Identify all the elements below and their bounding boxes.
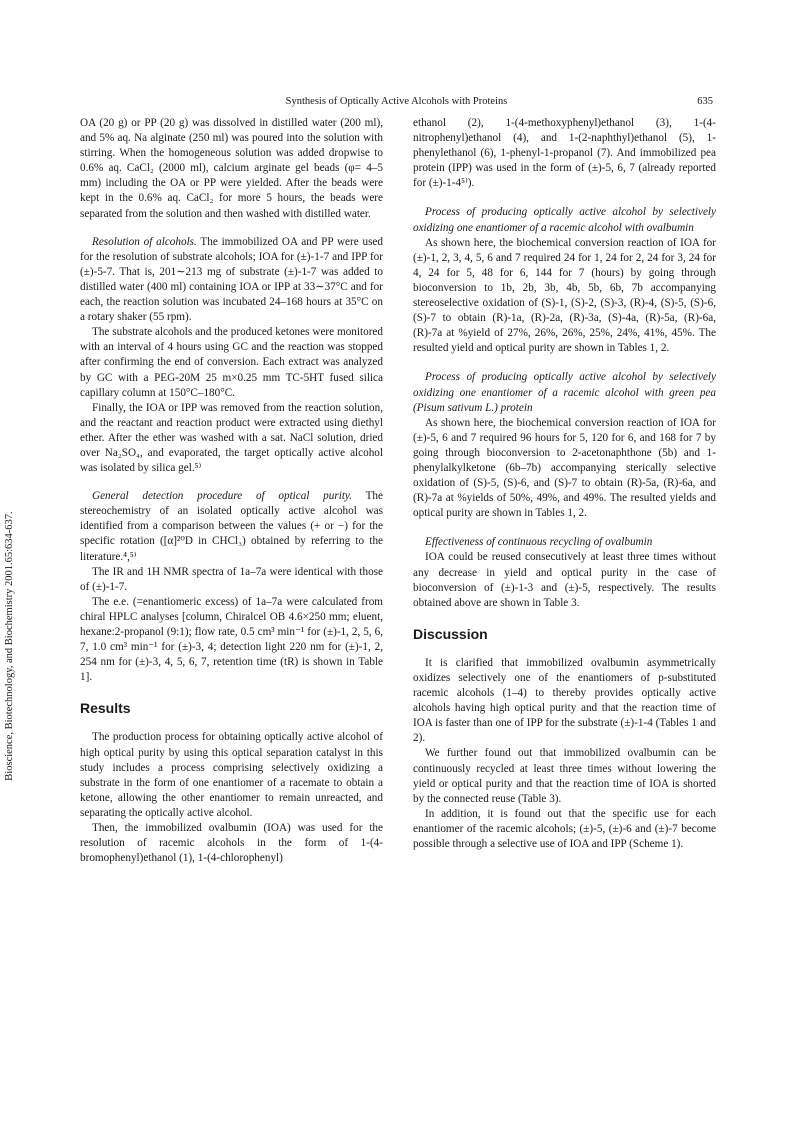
paragraph-finally: Finally, the IOA or IPP was removed from the reaction solution, and the reactant and reaction product were extracted using diethyl ether. After the ether was washed with a sat. NaCl solution, dried over Na₂SO₄, and evaporated, the target optically active alcohol was isolated by silica gel.⁵⁾ (80, 401, 383, 475)
paragraph-results-1: The production process for obtaining optically active alcohol of high optical purity by using this optical separation catalyst in this study includes a process comprising selectively oxidizing a substrate in the form of one enantiomer of a racemate to obtain a ketone, allowing the other enantiomer to remain unreacted, and separating the optically active alcohol. (80, 731, 383, 819)
paragraph-discussion-3: In addition, it is found out that the specific use for each enantiomer of the racemic alcohols; (±)-5, (±)-6 and (±)-7 become possible through a selective use of IOA and IPP (Scheme 1). (413, 807, 716, 851)
paragraph-ovalbumin: As shown here, the biochemical conversion reaction of IOA for (±)-1, 2, 3, 4, 5, 6 and 7 required 24 for 1, 24 for 2, 24 for 3, 24 for 4, 24 for 5, 48 for 6, 144 for 7 (hours) by going through bioconversion to 1b, 2b, 3b, 4b, 5b, 6b, 7b accompanying stereoselective oxidation of (S)-1, (S)-2, (S)-3, (R)-4, (S)-5, (S)-6, (S)-7 to obtain (R)-1a, (R)-2a, (R)-3a, (S)-4a, (R)-5a, (R)-6a, (R)-7a at %yield of 27%, 26%, 26%, 25%, 24%, 41%, 45%. The resulted yield and optical purity are shown in Tables 1, 2. (413, 236, 716, 355)
paragraph-detection (80, 489, 383, 564)
paragraph-beads: OA (20 g) or PP (20 g) was dissolved in distilled water (200 ml), and 5% aq. Na alginate (250 ml) was poured into the solution with stirring. When the homogeneous solution was added dropwise to 0.6% aq. CaCl₂ (2000 ml), calcium arginate gel beads (φ= 4–5 mm) including the OA or PP were yielded. After the beads were kept in the 0.6% aq. CaCl₂ for more 5 hours, the beads were separated from the solution and then washed with distilled water. (80, 117, 383, 220)
subheading-recycling: Effectiveness of continuous recycling of ovalbumin (425, 536, 653, 549)
paragraph-discussion-1: It is clarified that immobilized ovalbumin asymmetrically oxidizes selectively one of the enantiomers of p-substituted racemic alcohols (1–4) to thereby provides optically active alcohols having high optical purity and that the reaction time of IOA is faster than one of IPP for the substrate (±)-1-4 (Tables 1 and 2). (413, 656, 716, 745)
run-in-heading-resolution: Resolution of alcohols. (92, 235, 197, 248)
right-column (413, 116, 716, 852)
side-citation: Bioscience, Biotechnology, and Biochemistry 2001.65:634-637. (4, 511, 15, 781)
resolution-text: The immobilized OA and PP were used for the resolution of substrate alcohols; IOA for (±)-1-7 and IPP for (±)-5-7. That is, 201∼213 mg of substrate (±)-1-7 was added to distilled water (400 ml) containing IOA or IPP at 33∼37°C and for each, the reaction solution was incubated 24–168 hours at 35°C on a rotary shaker (55 rpm). (80, 235, 383, 324)
paragraph-substrates-cont: ethanol (2), 1-(4-methoxyphenyl)ethanol (3), 1-(4-nitrophenyl)ethanol (4), and 1-(2-naphthyl)ethanol (5), 1-phenylethanol (6), 1-phenyl-1-propanol (7). And immobilized pea protein (IPP) was used in the form of (±)-5, 6, 7 (already reported for (±)-1-4⁵⁾). (413, 117, 716, 190)
page-number: 635 (697, 96, 713, 107)
paragraph-ir-nmr: The IR and 1H NMR spectra of 1a–7a were identical with those of (±)-1-7. (80, 565, 383, 593)
left-column (80, 116, 383, 866)
subheading-pea-protein: Process of producing optically active alcohol by selectively oxidizing one enantiomer of a racemic alcohol with green pea (Pisum sativum L.) protein (413, 371, 716, 414)
paragraph-discussion-2: We further found out that immobilized ovalbumin can be continuously recycled at least three times without lowering the yield or optical purity and that the reaction time of IOA is shorted by the connected reuse (Table 3). (413, 747, 716, 805)
paragraph-resolution (80, 235, 383, 326)
paragraph-substrate: The substrate alcohols and the produced ketones were monitored with an interval of 4 hours using GC and the reaction was stopped after confirming the end of conversion. Each extract was analyzed by GC with a PEG-20M 25 m×0.25 mm TC-5HT fused silica capillary column at 150°C–180°C. (80, 326, 383, 399)
paragraph-results-2: Then, the immobilized ovalbumin (IOA) was used for the resolution of racemic alcohols in the form of 1-(4-bromophenyl)ethanol (1), 1-(4-chlorophenyl) (80, 822, 383, 865)
paragraph-recycling: IOA could be reused consecutively at least three times without any decrease in yield and optical purity in the case of bioconversion of (±)-1-3 and (±)-5, respectively. The results obtained above are shown in Table 3. (413, 551, 716, 609)
results-heading: Results (80, 700, 131, 717)
run-in-heading-detection: General detection procedure of optical purity. (92, 490, 353, 503)
running-title: Synthesis of Optically Active Alcohols with Proteins (285, 96, 508, 107)
detection-text: The stereochemistry of an isolated optically active alcohol was identified from a comparison between the values (+ or −) for the specific rotation ([α]²⁰D in CHCl₃) obtained by referring to the literature.⁴,⁵⁾ (80, 490, 383, 563)
discussion-heading: Discussion (413, 625, 488, 642)
paragraph-ee: The e.e. (=enantiomeric excess) of 1a–7a were calculated from chiral HPLC analyses [column, Chiralcel OB 4.6×250 mm; eluent, hexane:2-propanol (9:1); flow rate, 0.5 cm³ min⁻¹ for (±)-1, 2, 5, 6, 7, 1.0 cm³ min⁻¹ for (±)-3, 4; detection light 220 nm for (±)-1, 2, 254 nm for (±)-3, 4, 5, 6, 7, retention time (tR) is shown in Table 1]. (80, 595, 383, 684)
paragraph-pea-protein: As shown here, the biochemical conversion reaction of IOA for (±)-5, 6 and 7 required 96 hours for 5, 120 for 6, and 168 for 7 by going through bioconversion to 2-acetonaphthone (5b) and 1-phenylalkylketone (6b–7b) accompanying sterically selective oxidation of (S)-5, (S)-6, and (S)-7 to obtain (R)-5a, (R)-6a, and (R)-7a at %yields of 50%, 49%, and 49%. The resulted yields and optical purity are shown in Tables 1, 2. (413, 416, 716, 520)
subheading-ovalbumin: Process of producing optically active alcohol by selectively oxidizing one enantiomer of a racemic alcohol with ovalbumin (413, 206, 716, 234)
